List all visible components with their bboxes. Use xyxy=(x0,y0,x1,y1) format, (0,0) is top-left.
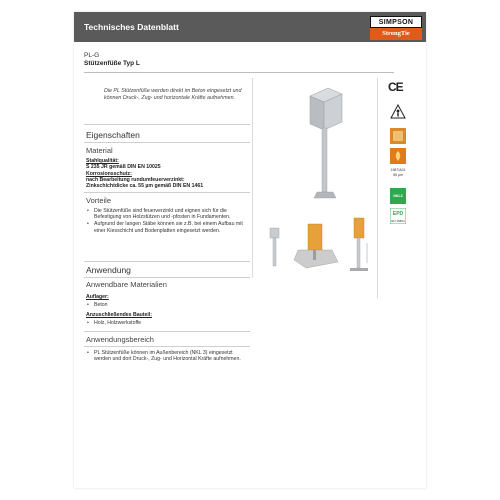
korrosion-value-2: Zinkschichtdicke ca. 55 µm gemäß DIN EN 1461 xyxy=(86,183,204,190)
green-badge-label: NKL3 xyxy=(393,194,403,198)
ce-mark-icon: CE xyxy=(388,80,403,94)
certification-icons xyxy=(380,78,420,308)
list-item: • Beton xyxy=(86,302,248,308)
list-item: • PL Stützenfüße können im Außenbereich (NKL 3) eingesetzt werden und dort Druck-, Zug- und Horizontal Kräfte aufnehmen. xyxy=(86,350,248,363)
divider xyxy=(84,124,250,125)
intro-text: Die PL Stützenfüße werden direkt im Beton eingesetzt und können Druck-, Zug- und horizontale Kräfte aufnehmen. xyxy=(104,88,242,101)
small-post-base-image xyxy=(270,228,279,266)
divider xyxy=(84,142,250,143)
dimension-drawing-image xyxy=(350,218,368,271)
product-illustrations xyxy=(254,78,374,288)
subheading-material: Material xyxy=(86,146,113,155)
product-code: PL-G xyxy=(84,52,100,59)
divider xyxy=(84,346,250,347)
simpson-strongtie-logo xyxy=(370,16,422,42)
logo-top-text: SIMPSON xyxy=(370,16,422,28)
list-item: • Aufgrund der langen Stäbe können sie z.B. bei einem Aufbau mit einer Kiesschicht und Bodenplatten eingesetzt werden. xyxy=(86,221,248,234)
corrosion-class-icon xyxy=(390,128,406,144)
section-heading-anwendung: Anwendung xyxy=(86,265,131,275)
header-title: Technisches Datenblatt xyxy=(84,22,179,32)
subheading-vorteile: Vorteile xyxy=(86,196,112,205)
warning-person-icon xyxy=(390,104,406,120)
korrosion-value-1: nach Bearbeitung rundumfeuerverzinkt: xyxy=(86,176,185,183)
epd-label: EPD xyxy=(392,211,404,217)
korrosion-label: Korrosionsschutz: xyxy=(86,170,132,177)
cert-small-text-2: 55 µm xyxy=(393,173,403,177)
anwendungsbereich-list xyxy=(86,350,248,363)
installed-post-in-concrete-image xyxy=(294,224,338,268)
section-heading-eigenschaften: Eigenschaften xyxy=(86,130,140,140)
subheading-anwendbare-materialien: Anwendbare Materialien xyxy=(86,280,167,289)
list-item: • Die Stützenfüße sind feuerverzinkt und eignen sich für die Befestigung von Holzstützen und -pfosten in Fundamenten. xyxy=(86,208,248,221)
divider xyxy=(84,72,394,73)
logo-bottom-text: StrongTie xyxy=(370,28,422,40)
stahl-value: S 235 JR gemäß DIN EN 10025 xyxy=(86,164,161,171)
cert-small-text-1: 1987/A01 xyxy=(390,168,406,172)
divider xyxy=(84,192,250,193)
datasheet-page xyxy=(74,12,426,488)
header-bar xyxy=(74,12,426,42)
column-divider xyxy=(252,78,253,278)
subheading-anwendungsbereich: Anwendungsbereich xyxy=(86,335,154,344)
divider xyxy=(84,331,250,332)
anzuschliessendes-list xyxy=(86,320,248,327)
divider xyxy=(84,277,250,278)
list-item: • Holz, Holzwerkstoffe xyxy=(86,320,248,326)
auflager-list xyxy=(86,302,248,309)
product-name: Stützenfüße Typ L xyxy=(84,60,140,67)
vorteile-list xyxy=(86,208,248,235)
product-image xyxy=(254,78,374,288)
epd-sub: EN 15804 xyxy=(391,219,405,223)
column-divider xyxy=(377,78,378,298)
fire-icon xyxy=(390,148,406,164)
auflager-label: Auflager: xyxy=(86,294,109,300)
material-block xyxy=(86,158,246,189)
post-base-main-image xyxy=(310,88,342,198)
stahl-label: Stahlqualität: xyxy=(86,158,119,164)
anzuschliessendes-label: Anzuschließendes Bauteil: xyxy=(86,312,153,318)
divider xyxy=(84,261,250,262)
